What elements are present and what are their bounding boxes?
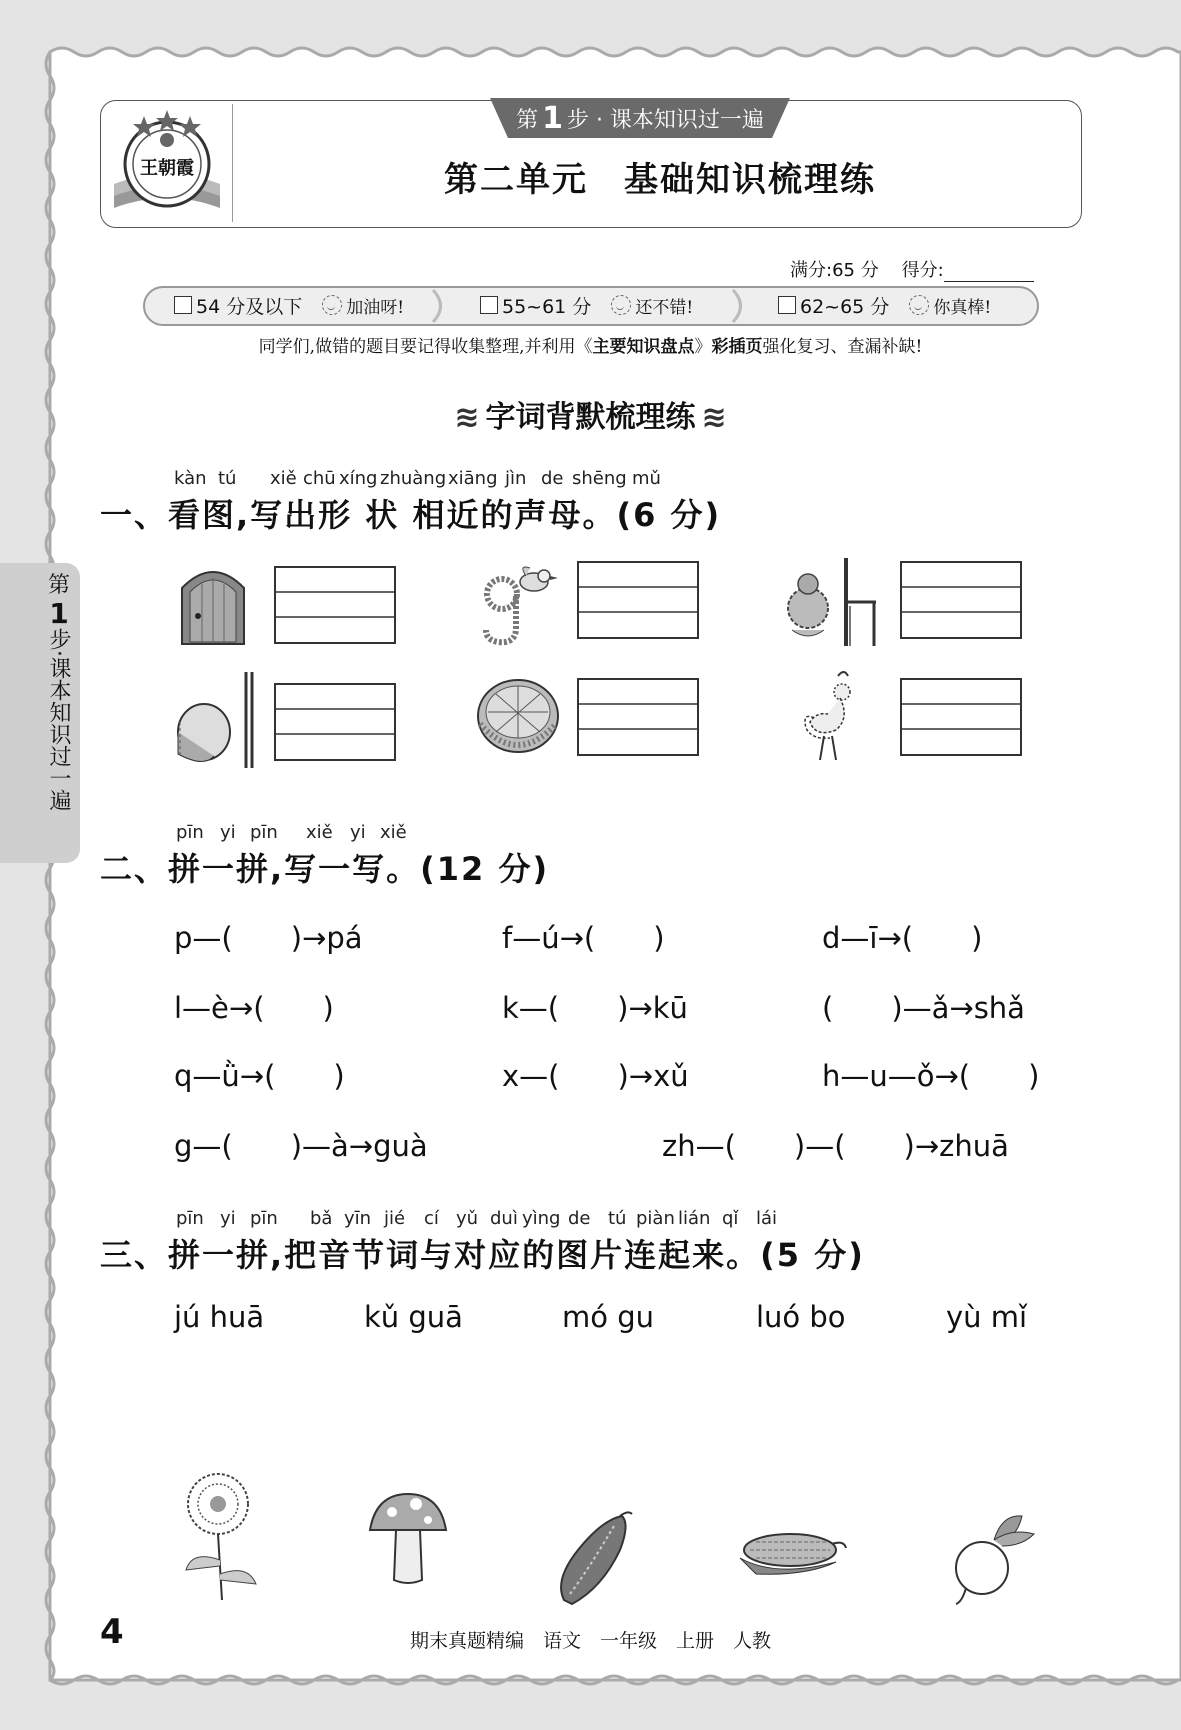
exercise-7[interactable]: q—ǜ→( ) [174, 1059, 345, 1093]
grade-text: 你真棒! [933, 297, 992, 318]
q2-pinyin-1: pīn [176, 822, 204, 843]
svg-text:王朝霞: 王朝霞 [140, 158, 194, 179]
side-tab-pre: 第 [47, 573, 70, 598]
writing-grid-6[interactable] [900, 678, 1022, 756]
logo-icon [104, 104, 230, 222]
grade-item-mid [480, 292, 693, 318]
got-score-label: 得分: [901, 260, 944, 281]
exercise-8[interactable]: x—( )→xǔ [502, 1059, 689, 1093]
side-tab-label [44, 572, 74, 811]
exercise-5[interactable]: k—( )→kū [502, 991, 688, 1025]
q3-pinyin-6: jié [384, 1208, 406, 1229]
q3-pinyin-15: qǐ [722, 1208, 739, 1229]
q1-pinyin-9: de [541, 468, 564, 489]
step-post: 步 · 课本知识过一遍 [566, 107, 764, 133]
grade-checkbox[interactable] [174, 296, 192, 314]
q1-pinyin-10: shēng [572, 468, 627, 489]
q3-pinyin-5: yīn [344, 1208, 372, 1229]
word-luobo[interactable]: luó bo [756, 1300, 846, 1334]
word-kugua[interactable]: kǔ guā [364, 1300, 463, 1334]
side-tab-num: 1 [49, 597, 69, 630]
grade-checkbox[interactable] [778, 296, 796, 314]
chair-h-icon [774, 556, 884, 648]
score-blank[interactable] [944, 263, 1034, 282]
q3-pinyin-10: yìng [522, 1208, 561, 1229]
q2-pinyin-3: pīn [250, 822, 278, 843]
full-score: 满分:65 分 [790, 260, 879, 281]
q3-pinyin-13: piàn [636, 1208, 675, 1229]
exercise-6[interactable]: ( )—ǎ→shǎ [822, 991, 1025, 1025]
q3-pinyin-16: lái [756, 1208, 778, 1229]
q1-pinyin-3: xiě [270, 468, 297, 489]
exercise-2[interactable]: f—ú→( ) [502, 921, 665, 955]
grade-text: 加油呀! [346, 297, 405, 318]
grade-range: 54 分及以下 [196, 295, 303, 318]
q1-pinyin-7: xiāng [448, 468, 498, 489]
writing-grid-1[interactable] [274, 566, 396, 644]
smile-face-icon [611, 295, 631, 315]
section-title-text: 字词背默梳理练 [485, 400, 696, 435]
word-juhua[interactable]: jú huā [174, 1300, 265, 1334]
q3-pinyin-8: yǔ [456, 1208, 479, 1229]
grade-item-low [174, 292, 404, 318]
radish-icon[interactable] [942, 1510, 1038, 1606]
q1-pinyin-4: chū [303, 468, 336, 489]
notice-bold-1: 主要知识盘点 [592, 337, 695, 357]
notice [0, 332, 1181, 357]
step-pre: 第 [516, 107, 539, 133]
exercise-4[interactable]: l—è→( ) [174, 991, 334, 1025]
writing-grid-5[interactable] [577, 678, 699, 756]
unit-title: 第二单元 基础知识梳理练 [444, 160, 876, 200]
q3-pinyin-11: de [568, 1208, 591, 1229]
q3-pinyin-7: cí [424, 1208, 439, 1229]
grade-item-high [778, 292, 991, 318]
section-title [0, 392, 1181, 436]
word-yumi[interactable]: yù mǐ [946, 1300, 1028, 1334]
q3-pinyin-14: lián [678, 1208, 711, 1229]
happy-face-icon [909, 295, 929, 315]
notice-post: 强化复习、查漏补缺! [762, 337, 923, 357]
grade-range: 55~61 分 [502, 295, 592, 318]
writing-grid-4[interactable] [274, 683, 396, 761]
exercise-9[interactable]: h—u—ǒ→( ) [822, 1059, 1040, 1093]
writing-grid-3[interactable] [900, 561, 1022, 639]
exercise-11[interactable]: zh—( )—( )→zhuā [662, 1129, 1009, 1163]
exercise-3[interactable]: d—ī→( ) [822, 921, 983, 955]
q2-pinyin-2: yi [220, 822, 236, 843]
grade-checkbox[interactable] [480, 296, 498, 314]
q2-pinyin-6: xiě [380, 822, 407, 843]
chicken-icon [800, 668, 866, 768]
bird-g-icon [478, 560, 560, 648]
q2-pinyin-4: xiě [306, 822, 333, 843]
exercise-10[interactable]: g—( )—à→guà [174, 1129, 428, 1163]
melon-icon [474, 676, 564, 760]
mushroom-icon[interactable] [366, 1490, 450, 1586]
writing-grid-2[interactable] [577, 561, 699, 639]
notice-bold-2: 彩插页 [711, 337, 763, 357]
notice-pre: 同学们,做错的题目要记得收集整理,并利用《 [258, 337, 593, 357]
footer: 期末真题精编 语文 一年级 上册 人教 [409, 1630, 771, 1652]
grade-range: 62~65 分 [800, 295, 890, 318]
q3-pinyin-4: bǎ [310, 1208, 333, 1229]
chrysanthemum-icon[interactable] [172, 1470, 264, 1602]
q1-title: 一、看图,写出形 状 相近的声母。(6 分) [100, 496, 722, 534]
q3-pinyin-3: pīn [250, 1208, 278, 1229]
word-mogu[interactable]: mó gu [562, 1300, 654, 1334]
q1-pinyin-5: xíng [339, 468, 378, 489]
q2-pinyin-5: yi [350, 822, 366, 843]
q3-pinyin-9: duì [490, 1208, 518, 1229]
step-label [490, 98, 790, 138]
q1-pinyin-2: tú [218, 468, 237, 489]
q1-pinyin-6: zhuàng [380, 468, 447, 489]
q3-pinyin-2: yi [220, 1208, 236, 1229]
page-number: 4 [100, 1612, 124, 1652]
q3-pinyin-12: tú [608, 1208, 627, 1229]
step-num: 1 [542, 100, 563, 136]
notice-mid: 》 [694, 337, 712, 357]
corn-icon[interactable] [736, 1518, 848, 1582]
grade-text: 还不错! [635, 297, 694, 318]
wavy-lines-icon: ≋ [454, 400, 480, 435]
q3-pinyin-1: pīn [176, 1208, 204, 1229]
exercise-1[interactable]: p—( )→pá [174, 921, 363, 955]
score-line [790, 256, 1034, 282]
drum-d-icon [174, 670, 258, 770]
q3-title: 三、拼一拼,把音节词与对应的图片连起来。(5 分) [100, 1236, 865, 1274]
wavy-lines-icon: ≋ [701, 400, 727, 435]
side-tab-post: 步·课本知识过一遍 [46, 628, 71, 811]
q1-pinyin-11: mǔ [632, 468, 661, 489]
bitter-melon-icon[interactable] [548, 1510, 634, 1606]
q1-pinyin-8: jìn [505, 468, 527, 489]
door-icon [176, 562, 250, 646]
crying-face-icon [322, 295, 342, 315]
q2-title: 二、拼一拼,写一写。(12 分) [100, 850, 550, 888]
q1-pinyin-1: kàn [174, 468, 207, 489]
